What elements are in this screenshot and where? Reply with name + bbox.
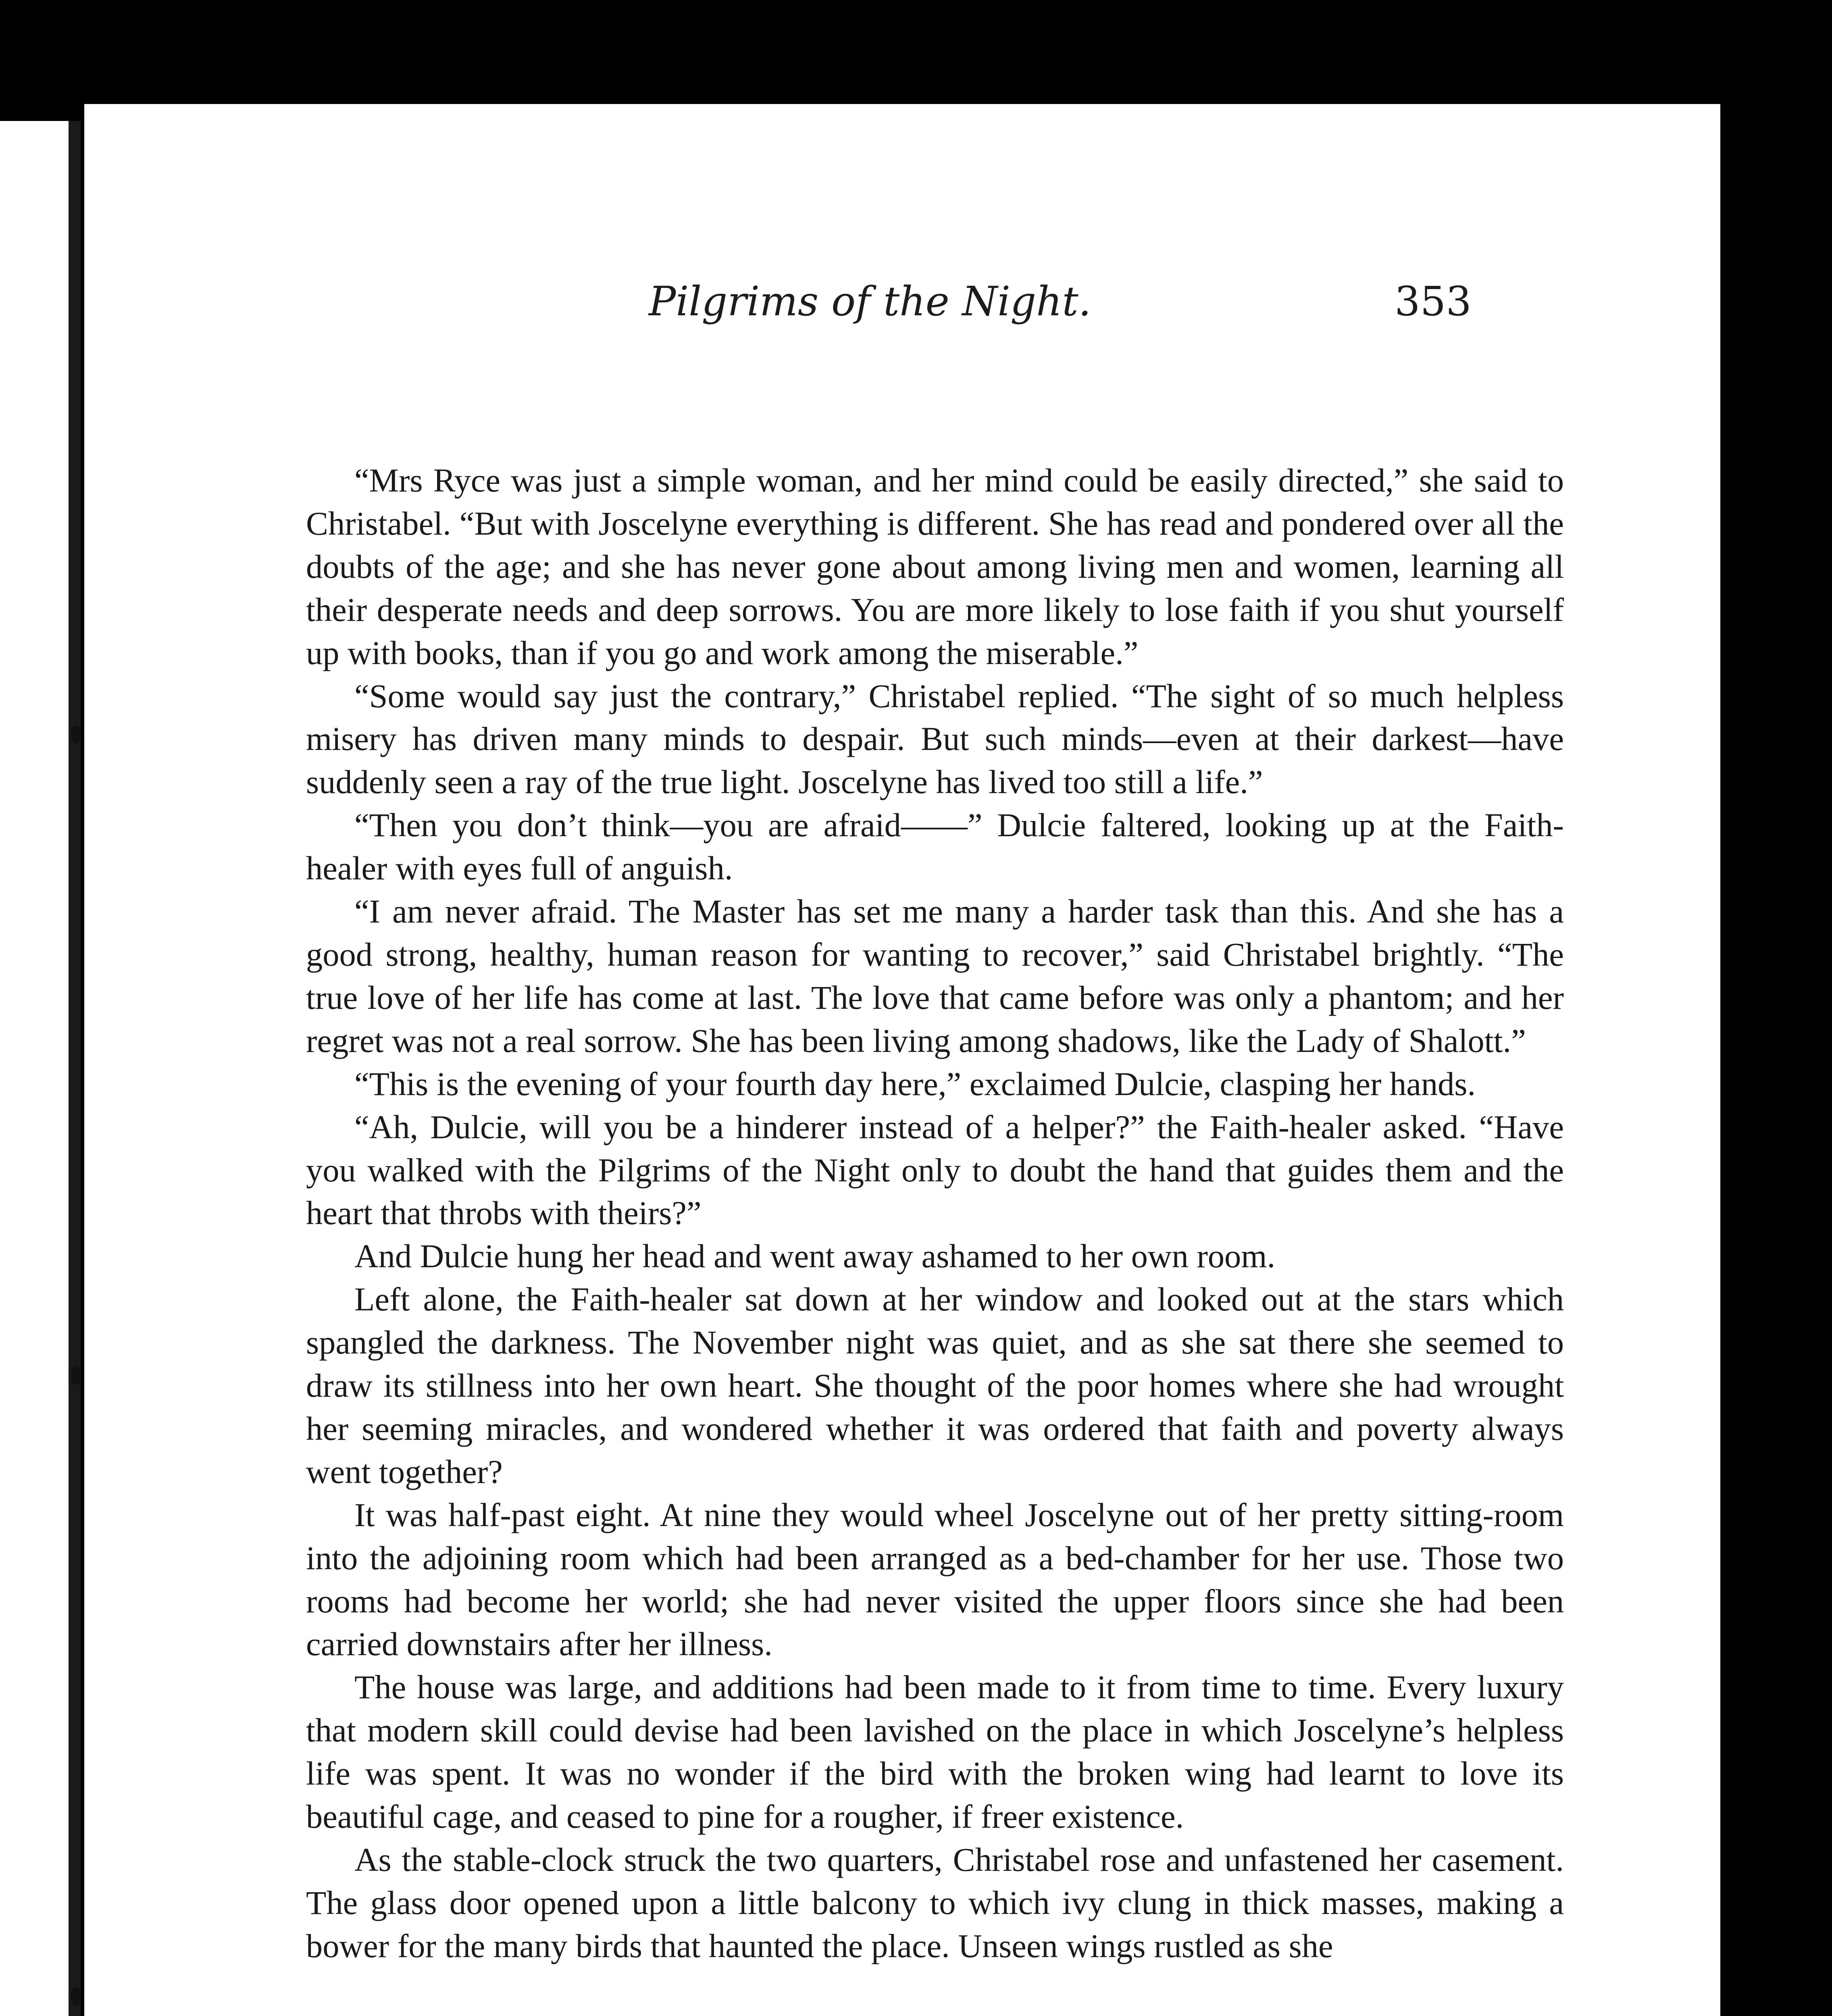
- paragraph: “I am never afraid. The Master has set me many a harder task than this. And she has a good strong, healthy, human reason for wanting to recover,” said Christabel brightly. “The true love of her life has come at last. The love that came before was only a phantom; and her regret was not a real sorrow. She has been living among shadows, like the Lady of Shalott.”: [306, 893, 1564, 1059]
- page-gutter-shadow: [69, 121, 81, 2016]
- paragraph: As the stable-clock struck the two quarters, Christabel rose and unfastened her casement. The glass door opened upon a little balcony to which ivy clung in thick masses, making a bower for the many birds that haunted the place. Unseen wings rustled as she: [306, 1841, 1564, 1964]
- binding-mark: [71, 1367, 81, 1385]
- paragraph: The house was large, and additions had been made to it from time to time. Every luxury that modern skill could devise had been lavished on the place in which Joscelyne’s helpless life was spent. It was no wonder if the bird with the broken wing had learnt to love its beautiful cage, and ceased to pine for a rougher, if freer existence.: [306, 1668, 1564, 1835]
- paragraph: And Dulcie hung her head and went away ashamed to her own room.: [354, 1237, 1276, 1275]
- paragraph: “Then you don’t think—you are afraid——” Dulcie faltered, looking up at the Faith-healer with eyes full of anguish.: [306, 806, 1564, 887]
- running-head: [84, 269, 1720, 334]
- paragraph: “Ah, Dulcie, will you be a hinderer instead of a helper?” the Faith-healer asked. “Have you walked with the Pilgrims of the Night only to doubt the hand that guides them and the heart that throbs with theirs?”: [306, 1108, 1564, 1232]
- running-head-title: Pilgrims of the Night.: [649, 278, 1091, 325]
- paragraph: It was half-past eight. At nine they would wheel Joscelyne out of her pretty sitting-room into the adjoining room which had been arranged as a bed-chamber for her use. Those two rooms had become her world; she had never visited the upper floors since she had been carried downstairs after her illness.: [306, 1496, 1564, 1663]
- book-page: [84, 104, 1720, 2016]
- previous-page-edge: [0, 121, 81, 2016]
- binding-mark: [71, 726, 81, 744]
- binding-mark: [71, 1988, 81, 2006]
- paragraph: Left alone, the Faith-healer sat down at her window and looked out at the stars which spangled the darkness. The November night was quiet, and as she sat there she seemed to draw its stillness into her own heart. She thought of the poor homes where she had wrought her seeming miracles, and wondered whether it was ordered that faith and poverty always went together?: [306, 1281, 1564, 1490]
- paragraph: “Mrs Ryce was just a simple woman, and her mind could be easily directed,” she said to Christabel. “But with Joscelyne everything is different. She has read and pondered over all the doubts of the age; and she has never gone about among living men and women, learning all their desperate needs and deep sorrows. You are more likely to lose faith if you shut yourself up with books, than if you go and work among the miserable.”: [306, 462, 1564, 671]
- body-text: [306, 459, 1564, 1968]
- paragraph: “Some would say just the contrary,” Christabel replied. “The sight of so much helpless misery has driven many minds to despair. But such minds—even at their darkest—have suddenly seen a ray of the true light. Joscelyne has lived too still a life.”: [306, 677, 1564, 801]
- page-number: 353: [1395, 278, 1472, 325]
- paragraph: “This is the evening of your fourth day here,” exclaimed Dulcie, clasping her hands.: [354, 1065, 1476, 1102]
